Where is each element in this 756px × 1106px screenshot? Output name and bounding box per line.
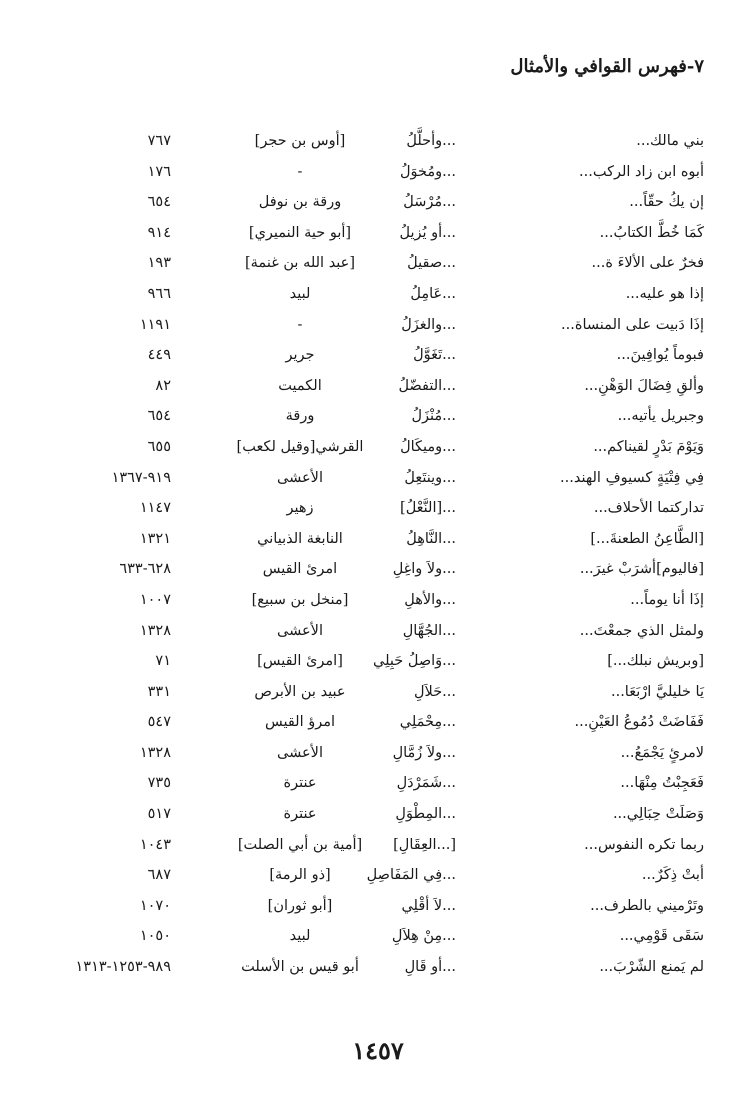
poet-cell: ورقة	[285, 408, 315, 425]
table-row	[0, 340, 756, 371]
verse-cell: إذا هو عليه...	[625, 285, 704, 302]
poet-cell: [أوس بن حجر]	[254, 133, 346, 149]
page-cell: ١٠٤٣	[139, 836, 171, 853]
poet-cell: -	[297, 316, 303, 333]
table-row	[0, 738, 756, 769]
table-row	[0, 768, 756, 799]
table-row	[0, 891, 756, 922]
poet-cell: [أبو حية النميري]	[248, 224, 352, 241]
rhyme-cell: ...وينتَعِلُ	[404, 469, 456, 486]
table-row	[0, 432, 756, 463]
page-cell: ١٣٢٨	[139, 744, 171, 761]
verse-cell: ربما تكره النفوس...	[584, 836, 704, 853]
verse-cell: إن يكُ حقّاً...	[629, 194, 704, 211]
verse-cell: بني مالك...	[636, 133, 704, 149]
rhyme-cell: ...والغزَلُ	[401, 316, 456, 333]
rhyme-cell: ...والأهلِ	[404, 591, 456, 608]
table-row	[0, 493, 756, 524]
rhyme-cell: ...مِنْ هِلاَلِ	[391, 928, 456, 945]
poet-cell: عبيد بن الأبرص	[254, 683, 346, 700]
rhyme-cell: ...أو يُزيلُ	[399, 224, 456, 241]
verse-cell: فَفَاضَتْ دُمُوعُ العَيْنِ...	[574, 714, 704, 731]
poet-cell: عنترة	[283, 775, 317, 792]
table-row	[0, 554, 756, 585]
page-cell: ٧٣٥	[147, 775, 171, 792]
verse-cell: إذَا أنا يوماً...	[630, 591, 704, 608]
page-cell: ٨٢	[155, 377, 171, 394]
page-title: ٧-فهرس القوافي والأمثال	[510, 56, 704, 77]
poet-cell: الأعشى	[277, 744, 323, 761]
page-cell: ٦٥٤	[147, 408, 171, 425]
poet-cell: امرؤ القيس	[264, 714, 336, 731]
rhyme-cell: ...مُرْسَلُ	[403, 194, 456, 211]
table-row	[0, 799, 756, 830]
rhyme-cell: ...وأحلَّلُ	[406, 133, 456, 149]
page-cell: ٩١٤	[147, 224, 171, 241]
verse-cell: لامرئٍ يَجْمَعُ...	[620, 744, 704, 761]
rhyme-cell: ...التفضّلُ	[398, 377, 456, 394]
poet-cell: الأعشى	[277, 622, 323, 639]
verse-cell: لم يَمنع الشّرْبَ...	[599, 959, 704, 976]
verse-cell: وجبريل يأتيه...	[617, 408, 704, 425]
page-cell: ١٧٦	[147, 163, 171, 180]
verse-cell: ولمثل الذي جمعْتَ...	[579, 622, 704, 639]
poet-cell: النابغة الذبياني	[257, 530, 343, 547]
table-row	[0, 310, 756, 341]
page-cell: ١٩٣	[147, 255, 171, 272]
rhyme-cell: [...العِقَالِ]	[393, 836, 456, 853]
rhyme-cell: ...لاَ أقْلِي	[401, 897, 456, 914]
page-cell: ٦٢٨-٦٣٣	[119, 561, 171, 578]
verse-cell: أبتْ ذِكَرٌ...	[641, 867, 704, 884]
poet-cell: [منخل بن سبيع]	[251, 591, 349, 608]
table-row	[0, 677, 756, 708]
verse-cell: وتَرْميني بالطرف...	[590, 897, 704, 914]
poet-cell: زهير	[286, 500, 314, 517]
rhyme-cell: ...النَّاهِلُ	[406, 530, 456, 547]
verse-cell: فَعَجِبْتُ مِنْهَا...	[620, 775, 704, 792]
table-row	[0, 860, 756, 891]
rhyme-cell: ...صقيلُ	[407, 255, 456, 272]
verse-cell: إذَا دَبيت على المنساة...	[561, 316, 704, 333]
page-cell: ٦٥٥	[147, 438, 171, 455]
verse-cell: كَمَا خُطَّ الكتابُ...	[599, 224, 704, 241]
verse-cell: وَصَلَتْ حِبَالِي...	[612, 806, 704, 823]
rhyme-cell: ...المِطْوَلِ	[395, 806, 456, 823]
poet-cell: الكميت	[278, 377, 322, 394]
table-row	[0, 952, 756, 983]
page-cell: ١١٩١	[139, 316, 171, 333]
page-cell: ١٠٧٠	[139, 897, 171, 914]
table-row	[0, 646, 756, 677]
verse-cell: [الطَّاعِنُ الطعنةَ...]	[590, 530, 704, 547]
table-row	[0, 463, 756, 494]
poet-cell: ورقة بن نوفل	[258, 194, 342, 211]
rhyme-cell: ...فِي المَفَاصِلِ	[366, 867, 456, 884]
poet-cell: -	[297, 163, 303, 180]
table-row	[0, 157, 756, 188]
verse-cell: [فاليوم]أشرَبْ غيرَ...	[579, 561, 704, 578]
rhyme-cell: ...ولاَ واغِلِ	[392, 561, 456, 578]
poet-cell: أبو قيس بن الأسلت	[241, 959, 359, 976]
page-cell: ١٠٥٠	[139, 928, 171, 945]
rhyme-cell: ...مِحْمَلِي	[399, 714, 456, 731]
rhyme-cell: ...ومُخوَلُ	[400, 163, 456, 180]
verse-cell: فبوماً يُوافِينَ...	[616, 347, 704, 364]
rhyme-cell: ...حَلاَلِ	[414, 683, 456, 700]
poet-cell: [عبد الله بن غنمة]	[245, 255, 355, 272]
verse-cell: فِي فِتْيَةٍ كسيوفِ الهند...	[560, 469, 704, 486]
table-row	[0, 616, 756, 647]
page-cell: ٥١٧	[147, 806, 171, 823]
verse-cell: وَيَوْمَ بَدْرٍ لقيناكم...	[593, 438, 704, 455]
rhyme-cell: ...عَامِلُ	[410, 285, 456, 302]
rhyme-cell: ...تَغَوَّلُ	[413, 347, 456, 364]
page-cell: ١١٤٧	[139, 500, 171, 517]
table-row	[0, 921, 756, 952]
table-row	[0, 279, 756, 310]
rhyme-cell: ...أو قَالِ	[404, 959, 456, 976]
rhyme-cell: ...مُنْزَلُ	[411, 408, 456, 425]
verse-cell: سَقَى قَوْمِي...	[619, 928, 704, 945]
index-table	[0, 126, 756, 983]
poet-cell: القرشي[وقيل لكعب]	[236, 438, 364, 455]
verse-cell: يَا خليليَّ ارْبَعَا...	[610, 683, 704, 700]
poet-cell: الأعشى	[277, 469, 323, 486]
table-row	[0, 585, 756, 616]
verse-cell: [وبريش نبلك...]	[607, 653, 704, 670]
rhyme-cell: ...شَمَرْدَلِ	[396, 775, 456, 792]
poet-cell: لبيد	[289, 928, 311, 945]
page-cell: ٩١٩-١٣٦٧	[111, 469, 171, 486]
poet-cell: لبيد	[289, 285, 311, 302]
page-number: ١٤٥٧	[352, 1036, 404, 1065]
rhyme-cell: ...وميكَالُ	[400, 438, 456, 455]
poet-cell: جرير	[285, 347, 315, 364]
table-row	[0, 371, 756, 402]
page-cell: ٦٥٤	[147, 194, 171, 211]
page-cell: ٤٤٩	[147, 347, 171, 364]
poet-cell: [ذو الرمة]	[269, 867, 331, 884]
table-row	[0, 187, 756, 218]
rhyme-cell: ...[النَّعْلُ]	[400, 500, 456, 517]
verse-cell: فخرٌ على الألاءَ ة...	[591, 255, 704, 272]
table-row	[0, 830, 756, 861]
page-cell: ١٣٢٨	[139, 622, 171, 639]
poet-cell: [امرئ القيس]	[257, 653, 343, 670]
table-row	[0, 707, 756, 738]
page-cell: ٣٣١	[147, 683, 171, 700]
poet-cell: [أبو ثوران]	[267, 897, 333, 914]
table-row	[0, 401, 756, 432]
table-row	[0, 126, 756, 157]
rhyme-cell: ...الجُهَّالِ	[402, 622, 456, 639]
page-cell: ٩٨٩-١٢٥٣-١٣١٣	[75, 959, 171, 976]
page-cell: ٩٦٦	[147, 285, 171, 302]
page-cell: ١٠٠٧	[139, 591, 171, 608]
verse-cell: وألقِ فِضَالَ الوَهْنِ...	[584, 377, 704, 394]
rhyme-cell: ...ولاَ زُمَّالِ	[392, 744, 456, 761]
verse-cell: تداركتما الأحلاف...	[593, 500, 704, 517]
poet-cell: [أمية بن أبي الصلت]	[237, 836, 363, 853]
poet-cell: امرئ القيس	[262, 561, 338, 578]
page-cell: ٥٤٧	[147, 714, 171, 731]
poet-cell: عنترة	[283, 806, 317, 823]
table-row	[0, 248, 756, 279]
verse-cell: أبوه ابن زاد الركب...	[579, 163, 704, 180]
page-cell: ١٣٢١	[139, 530, 171, 547]
page-cell: ٧٦٧	[147, 133, 171, 149]
page-cell: ٦٨٧	[147, 867, 171, 884]
page-cell: ٧١	[155, 653, 171, 670]
table-row	[0, 218, 756, 249]
table-row	[0, 524, 756, 555]
rhyme-cell: ...وَاصِلُ حَبِلِي	[373, 653, 456, 670]
